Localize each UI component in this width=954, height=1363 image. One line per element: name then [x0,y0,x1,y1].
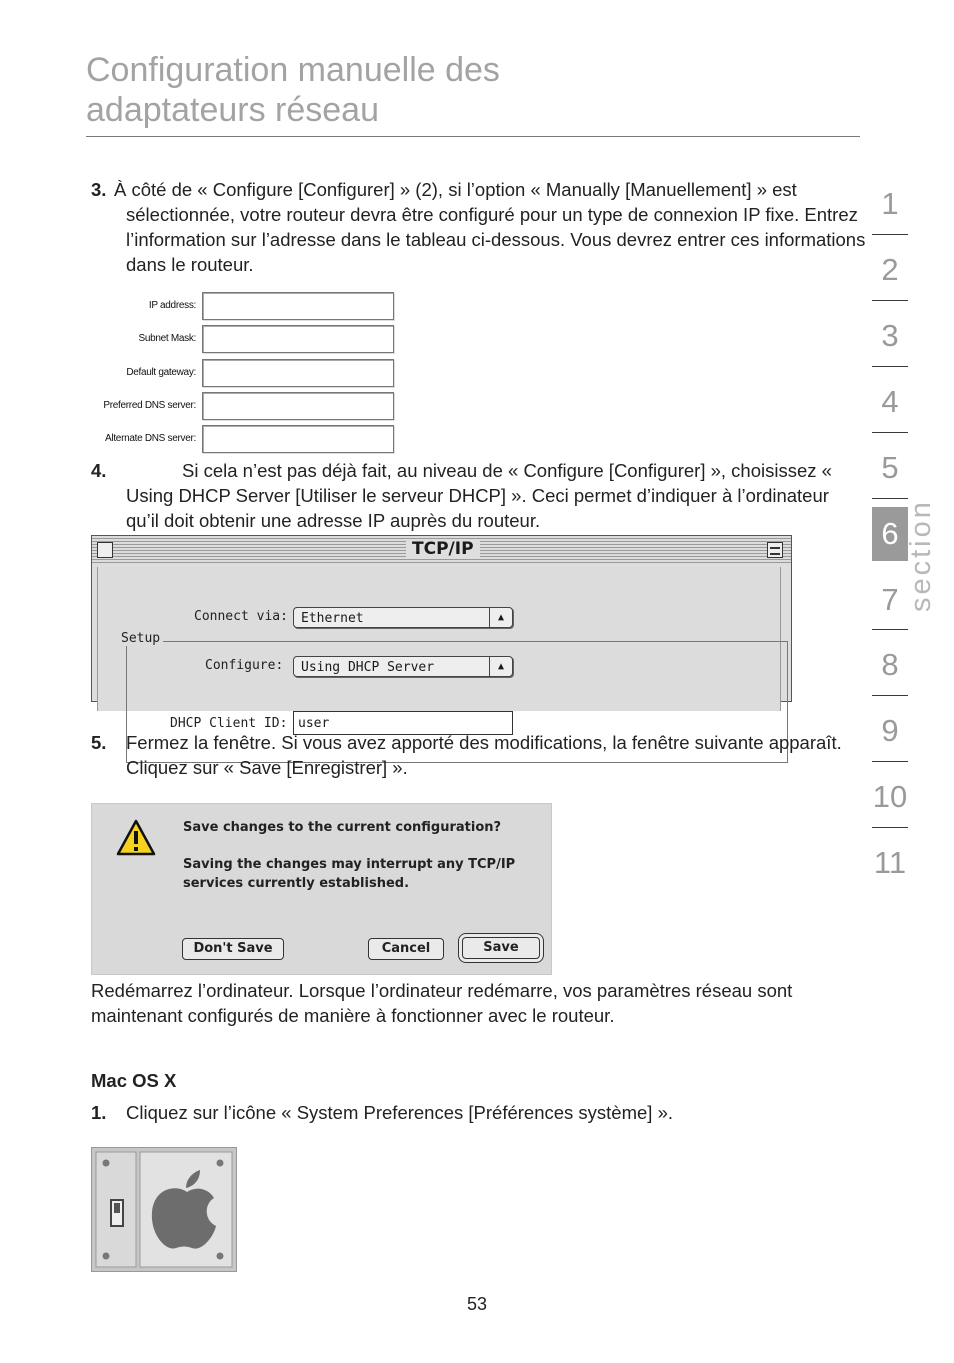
step-4 [91,458,866,533]
step-5-text: Fermez la fenêtre. Si vous avez apporté des modifications, la fenêtre suivante apparaît. Cliquez sur « Save [Enregistrer] ». [126,732,842,778]
section-number-2[interactable]: 2 [881,252,899,287]
subnet-mask-label: Subnet Mask: [138,333,196,344]
step-4-number: 4. [91,460,107,481]
system-preferences-icon[interactable] [91,1147,237,1272]
ip-address-row [86,292,406,320]
section-number-3[interactable]: 3 [881,318,899,353]
restart-paragraph: Redémarrez l’ordinateur. Lorsque l’ordinateur redémarre, vos paramètres réseau sont maintenant configurés de manière à fonctionner avec le routeur. [91,980,793,1026]
configure-select[interactable] [293,656,513,677]
section-number-4[interactable]: 4 [881,384,899,419]
section-number-8[interactable]: 8 [881,647,899,682]
preferred-dns-field[interactable] [202,392,394,420]
default-gateway-field[interactable] [202,359,394,387]
ip-address-label: IP address: [148,300,196,311]
dhcp-client-id-label: DHCP Client ID: [170,716,288,731]
tcpip-content [97,567,781,731]
save-button[interactable]: Save [462,937,540,959]
section-divider [872,827,908,828]
section-number-6: 6 [881,516,899,551]
section-number-1[interactable]: 1 [881,186,899,221]
step-3 [91,177,866,277]
preferred-dns-row [86,392,406,420]
close-box-icon[interactable] [97,542,113,558]
dialog-question: Save changes to the current configuration? [183,820,502,835]
header-rule [86,136,860,137]
section-divider [872,695,908,696]
updown-arrows-icon: ▲ [489,657,512,676]
ip-address-field[interactable] [202,292,394,320]
default-gateway-label: Default gateway: [126,367,196,378]
section-divider [872,234,908,235]
updown-arrows-icon: ▲ [489,608,512,627]
warning-icon [116,819,156,857]
section-label: section [905,499,937,612]
mac-step-1-text: Cliquez sur l’icône « System Preferences [Préférences système] ». [126,1102,674,1123]
subnet-mask-field[interactable] [202,325,394,353]
connect-via-select[interactable] [293,607,513,628]
dont-save-button[interactable]: Don't Save [182,938,284,960]
section-number-10[interactable]: 10 [872,779,908,814]
mac-step-1-number: 1. [91,1102,107,1123]
zoom-box-icon[interactable] [767,542,783,558]
mac-os-x-heading: Mac OS X [91,1070,177,1091]
save-changes-dialog [91,803,552,975]
step-5-number: 5. [91,732,107,753]
section-number-9[interactable]: 9 [881,713,899,748]
connect-via-label: Connect via: [194,609,288,624]
step-3-number: 3. [91,179,107,200]
dialog-message-line-1: Saving the changes may interrupt any TCP/IP [183,857,516,872]
section-number-11[interactable]: 11 [873,845,907,880]
alternate-dns-label: Alternate DNS server: [105,433,196,444]
connect-via-value: Ethernet [301,611,364,626]
tcpip-title: TCP/IP [406,539,480,559]
default-gateway-row [86,359,406,387]
alternate-dns-field[interactable] [202,425,394,453]
cancel-button[interactable]: Cancel [368,938,444,960]
subnet-mask-row [86,325,406,353]
section-number-5[interactable]: 5 [881,450,899,485]
tcpip-window [91,535,792,731]
preferred-dns-label: Preferred DNS server: [103,400,196,411]
page-title [86,50,500,130]
step-3-text: À côté de « Configure [Configurer] » (2), si l’option « Manually [Manuellement] » est sélectionnée, votre routeur devra être configuré pour un type de connexion IP fixe. Entrez l’information sur l’adresse dans le tableau ci-dessous. Vous devrez entrer ces informations dans le routeur. [114,179,866,275]
section-divider [872,300,908,301]
configure-label: Configure: [205,658,284,673]
section-divider [872,498,908,499]
section-number-6-active[interactable] [872,507,908,561]
setup-label: Setup [118,631,163,646]
title-line-2: adaptateurs réseau [86,91,379,129]
dialog-message-line-2: services currently established. [183,876,410,891]
section-divider [872,761,908,762]
section-divider [872,432,908,433]
page-number: 53 [466,1294,488,1314]
dhcp-client-id-field[interactable]: user [293,711,513,735]
alternate-dns-row [86,425,406,453]
mac-step-1 [91,1100,866,1125]
step-4-text: Si cela n’est pas déjà fait, au niveau de « Configure [Configurer] », choisissez « Using DHCP Server [Utiliser le serveur DHCP] ». Ceci permet d’indiquer à l’ordinateur qu’il doit obtenir une adresse IP auprès du routeur. [126,460,832,531]
step-5 [91,730,866,780]
section-divider [872,366,908,367]
section-number-7[interactable]: 7 [881,582,899,617]
title-line-1: Configuration manuelle des [86,51,500,89]
configure-value: Using DHCP Server [301,660,435,675]
section-divider [872,629,908,630]
